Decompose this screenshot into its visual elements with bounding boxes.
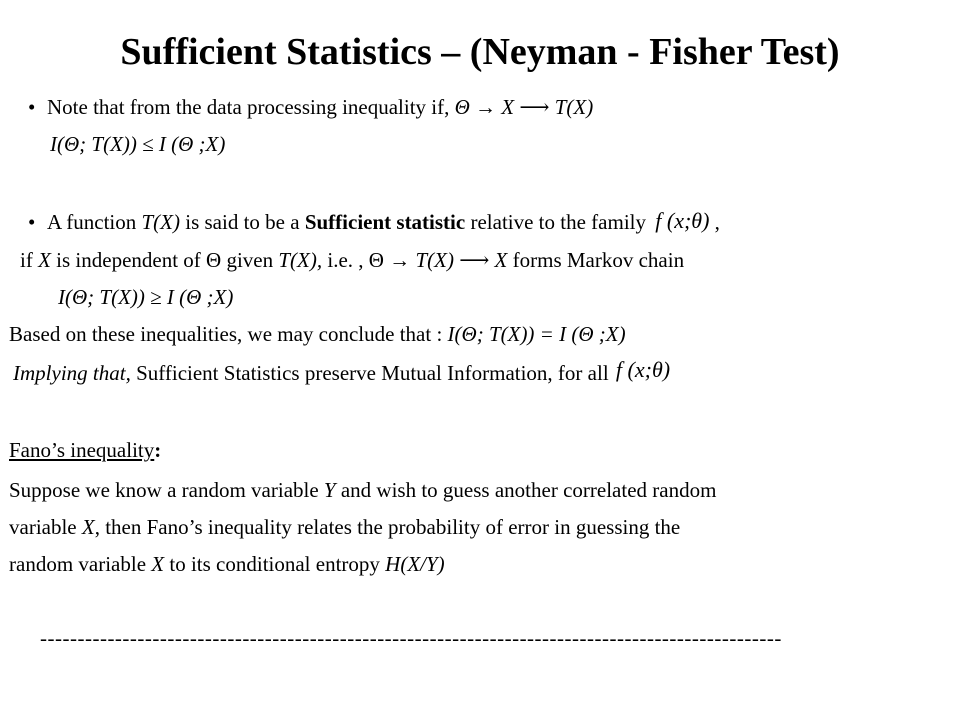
fano-paragraph-line-3: random variable X to its conditional entropy H(X/Y) <box>9 552 445 576</box>
def-tx: T(X) <box>141 210 180 234</box>
implying-text: Sufficient Statistics preserve Mutual Information, for all <box>130 361 614 385</box>
conclusion-text: Based on these inequalities, we may conclude that : <box>9 322 448 346</box>
line-implying <box>13 357 671 386</box>
line-data-processing <box>47 95 593 120</box>
line-conclusion <box>9 322 626 347</box>
def-comma: , <box>709 210 720 234</box>
dp-text: Note that from the data processing inequality if, <box>47 95 455 119</box>
inequality-ge: I(Θ; T(X)) ≥ I (Θ ;X) <box>58 285 234 309</box>
fano-paragraph-line-2: variable X, then Fano’s inequality relates the probability of error in guessing the <box>9 515 681 539</box>
all-formula <box>616 357 670 383</box>
all-formula-text: f (x;θ) <box>615 357 671 383</box>
fano-paragraph-line-1: Suppose we know a random variable Y and wish to guess another correlated random <box>9 478 717 502</box>
line-sufficient-def <box>47 210 720 235</box>
fano-colon: : <box>154 438 162 462</box>
def-text-e: relative to the family <box>465 210 646 234</box>
bullet-1: • <box>28 95 36 119</box>
family-formula <box>655 208 709 234</box>
def-text-a: A function <box>47 210 142 234</box>
sufficient-statistic-term: Sufficient statistic <box>304 210 466 234</box>
family-formula-text: f (x;θ) <box>655 208 710 234</box>
dp-chain: Θ → X ⟶ T(X) <box>454 95 594 119</box>
line-markov: if X is independent of Θ given T(X), i.e. , Θ → T(X) ⟶ X forms Markov chain <box>20 248 685 272</box>
fano-heading <box>9 438 161 463</box>
def-text-c: is said to be a <box>180 210 305 234</box>
bullet-2: • <box>28 210 36 234</box>
slide-title: Sufficient Statistics – (Neyman - Fisher Test) <box>120 31 840 73</box>
fano-heading-text: Fano’s inequality <box>9 438 155 462</box>
dashed-separator: --------------------------------------------------------------------------------------------------- <box>40 626 782 650</box>
implying-label: Implying that, <box>13 361 131 385</box>
inequality-le: I(Θ; T(X)) ≤ I (Θ ;X) <box>50 132 226 156</box>
conclusion-equality: I(Θ; T(X)) = I (Θ ;X) <box>447 322 626 346</box>
